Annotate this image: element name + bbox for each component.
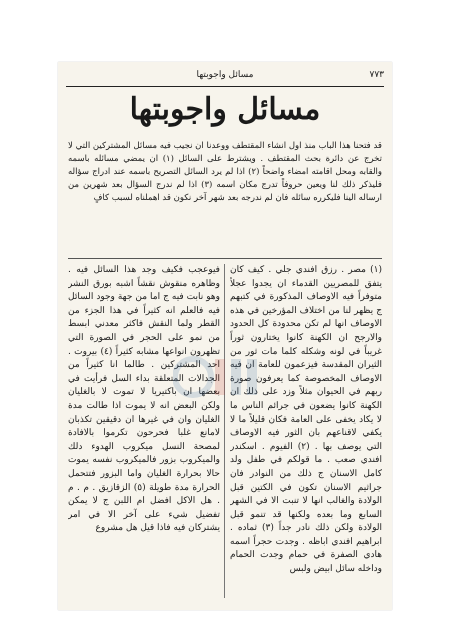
running-title: مسائل واجوبتها: [196, 70, 254, 80]
page-number: ٧٧٣: [369, 70, 384, 80]
document-page: [58, 62, 392, 610]
intro-paragraph: قد فتحنا هذا الباب منذ اول انشاء المقتطف ووعدنا ان نجيب فيه مسائل المشتركين التي لا تخرج عن دائرة بحث المقتطف . ويشترط على السائل (١) ان يمضي مسائله باسمه والقابه ومحل اقامته امضاء واضحاً (٢) اذا لم يرد السائل التصريح باسمه عند ادراج سؤاله فليذكر ذلك لنا ويعين حروفاً تدرج مكان اسمه (٣) اذا لم ندرج السؤال بعد شهرين من ارساله الينا فليكرره سائله فان لم ندرجه بعد شهر آخر نكون قد اهملناه لسبب كافٍ: [68, 141, 382, 203]
page-header: [66, 68, 384, 84]
right-column: [230, 264, 382, 598]
header-rule: [66, 86, 384, 87]
right-column-text: (١) مصر . رزق افندي جلي . كيف كان يتفق للمصريين القدماء ان يجدوا عجلاً متوفراً فيه الاوصاف المذكورة في كتبهم ج يظهر لنا من اختلاف المؤرخين في هذه الاوصاف انها لم تكن محدودة كل الحدود والارجح ان الكهنة كانوا يختارون ثوراً غريباً في لونه وشكله كلما مات ثور من الثيران المقدسة فيزعمون للعامة ان فيه الاوصاف المخصوصة كما يعرفون صورة ربهم في الحيوان مثلاً وزد على ذلك ان الكهنة كانوا يضعون في جرائم الناس ما لا يكاد يخفى على العامة فكان قليلاً ما لا يكفي لاقناعهم بان الثور فيه الاوصاف التي يوصف بها . (٢) الفيوم . اسكندر افندي صعب . ما قولكم في طفل ولد كامل الاسنان ج ذلك من النوادر فان جراثيم الاسنان تكون في الكتين قبل الولادة والغالب انها لا تنبت الا في الشهر السابع وما بعده ولكنها قد تنمو قبل الولادة ولكن ذلك نادر جداً (٣) ثماده . ابراهيم افندي اباظه . وجدت حجراً اسمه هادي الصفرة في حمام وجدت الحمام وداخله سائل ابيض ولبس: [230, 265, 382, 575]
watermark-logo-icon: [173, 342, 283, 412]
section-title: مسائل واجوبتها: [129, 92, 321, 127]
intro-divider: [68, 258, 382, 259]
column-separator: [224, 264, 225, 598]
left-column: [68, 264, 220, 598]
left-column-text: فيوعجب فكيف وجد هذا السائل فيه . وظاهره منقوش نقشاً اشبه بورق النشر وهو نابت فيه ج اما من جهة وجود السائل فيه فالعلم انه كثيراً في هذا الجزء من القطر ولما النقش فاكثر معدني ابسط من نمو على الحجر في الصورة التي تظهرون انواعها مشابه كثيراً (٤) بيروت . احد المشتركين . طالما انا كثيراً من الجدالات المتعلقة بداء السل فرأيت في بعضها ان باكتيريا لا تموت لا بالغليان ولكن البعض انه لا يموت اذا طالت مدة الغليان وان في غيرها ان دقيقين تكذبان لامانع غلبا فحرحون تكرموا بالافادة لمصحة النسل ميكروب الهدوء دلك والميكروب بزور فالميكروب نفسه يموت حالا بحرارة الغليان واما البزور فتتحمل الحرارة مدة طويلة (٥) الزقازيق . م . م . هل الاكل افضل ام اللبن ج لا يمكن تفضيل شيء على آخر الا في امر يشتركان فيه فاذا قيل هل مشروع: [68, 265, 220, 534]
